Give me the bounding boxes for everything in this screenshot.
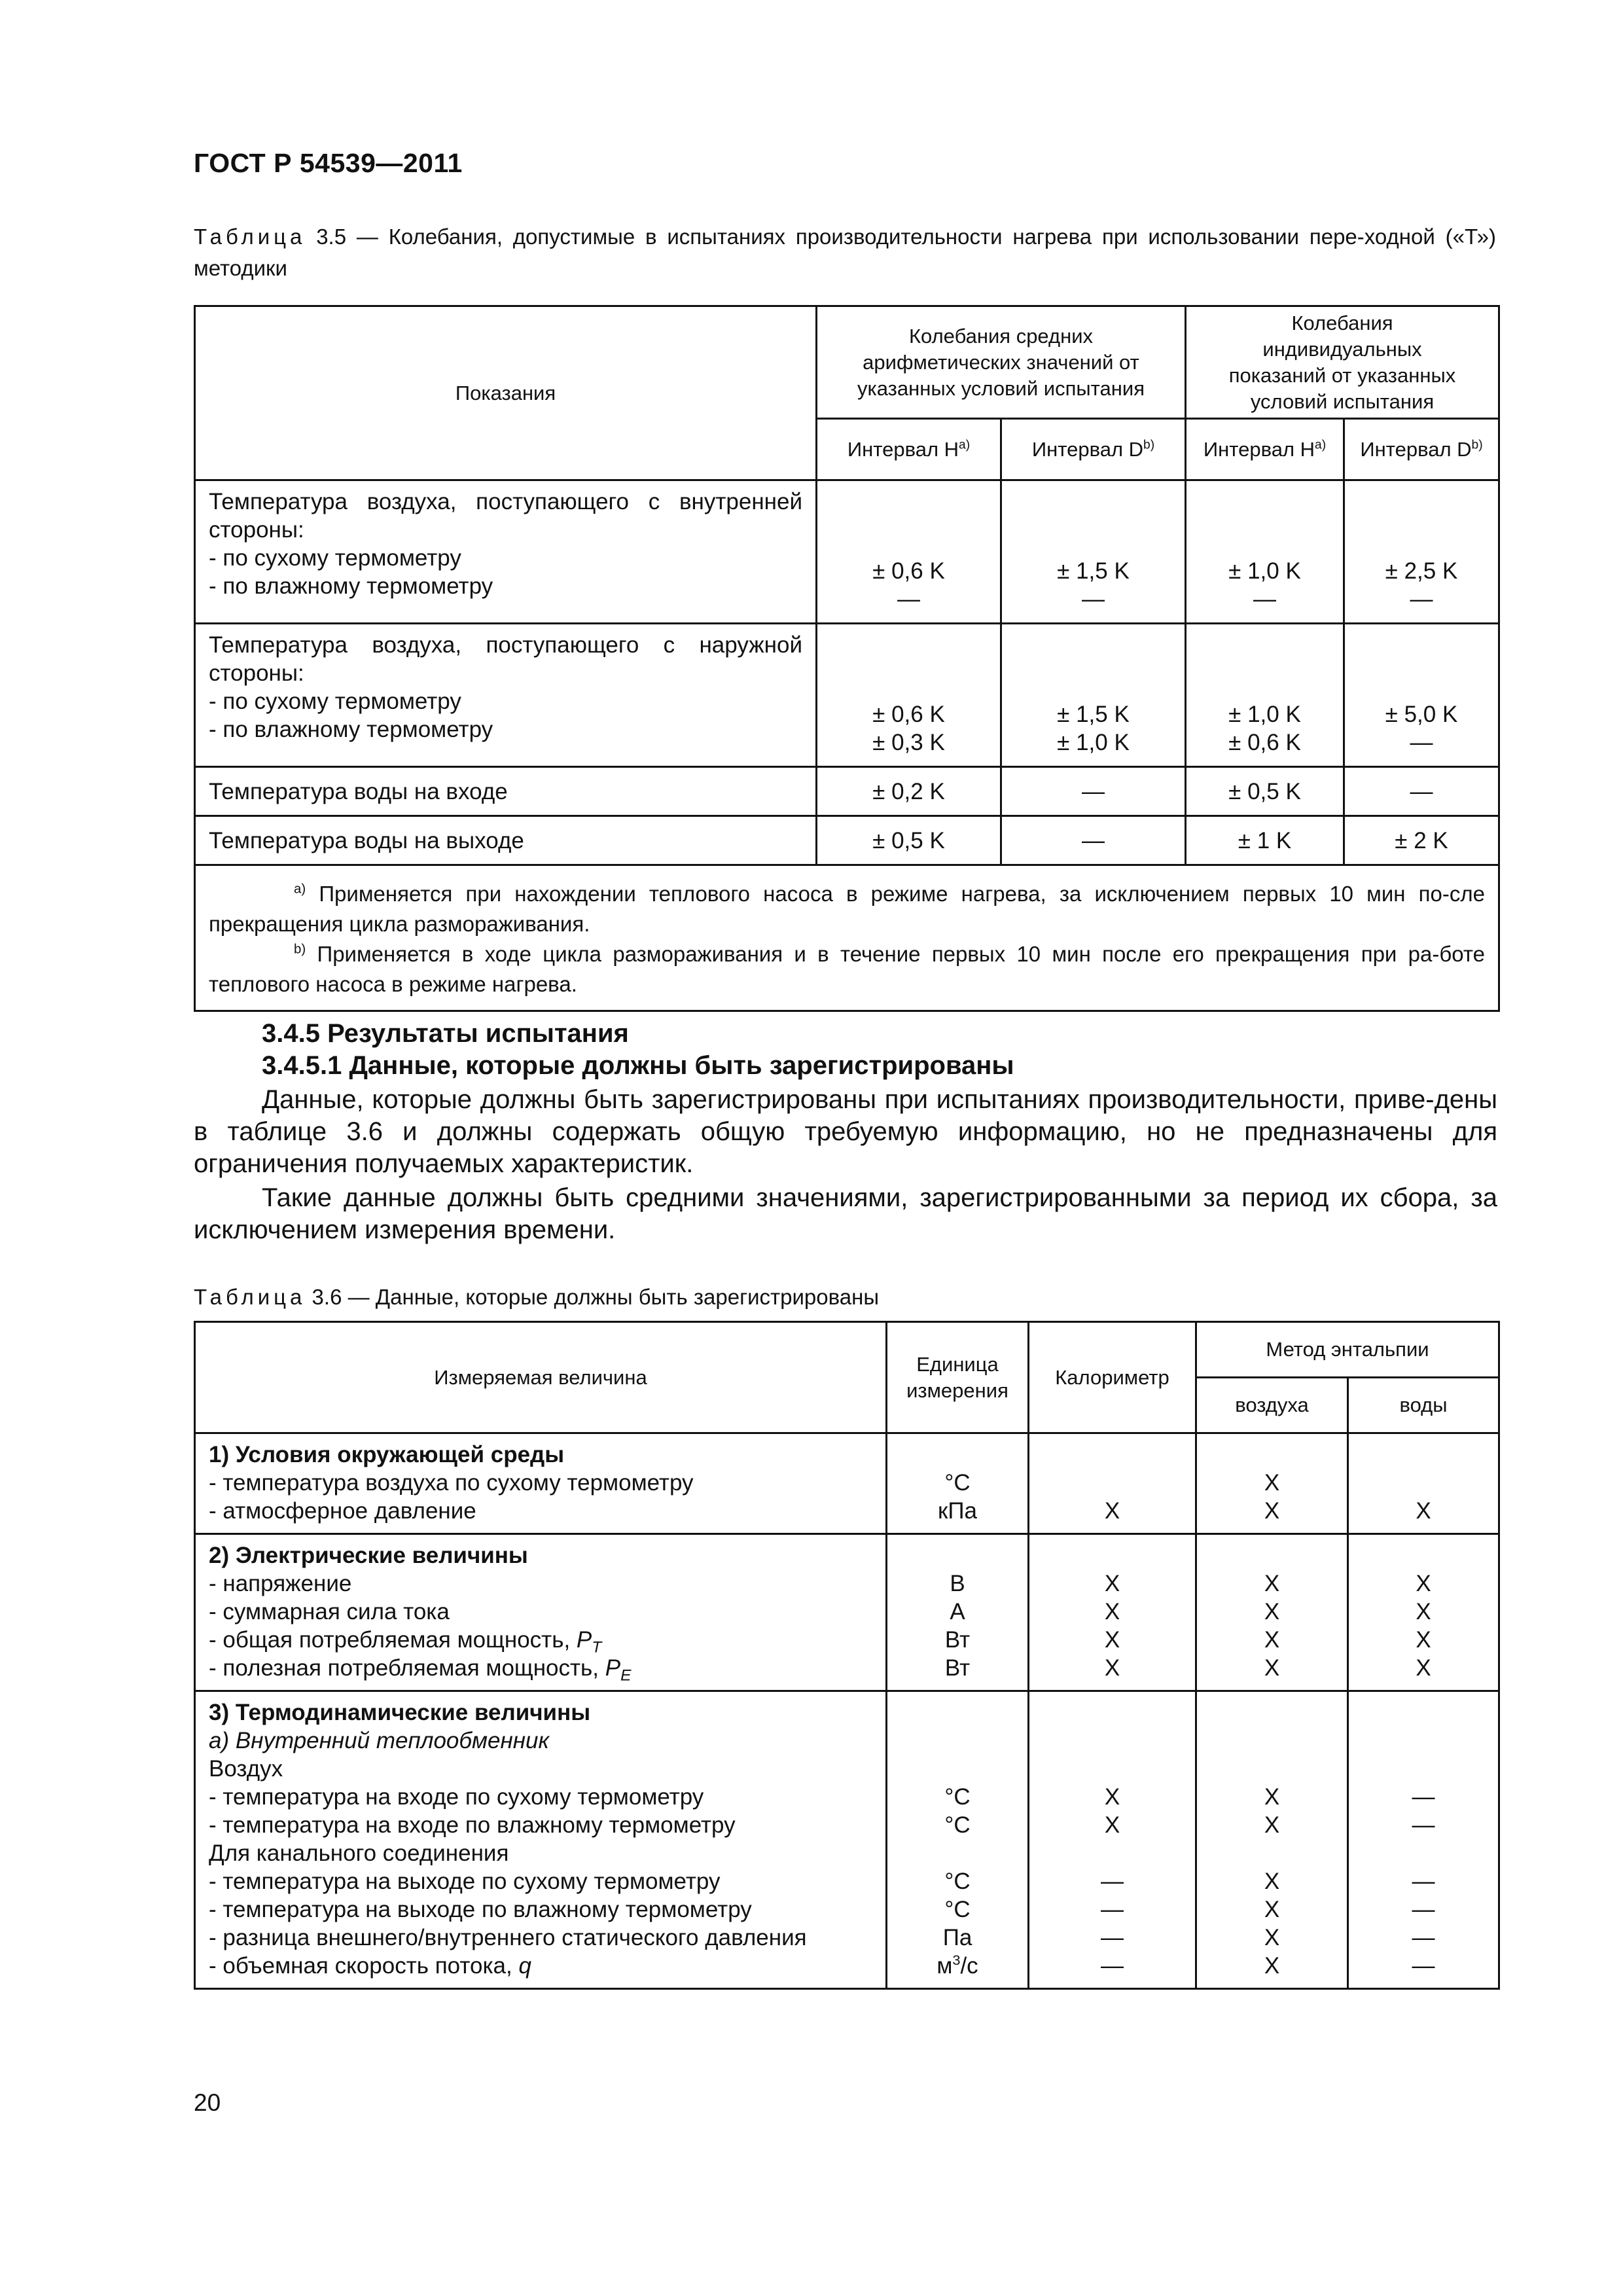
- cell-avg-h: ± 0,6 K ± 0,3 K: [817, 624, 1001, 767]
- group-2-units: В А Вт Вт: [887, 1534, 1029, 1691]
- cell-ind-d: —: [1344, 767, 1499, 816]
- cell-avg-d: ± 1,5 K ± 1,0 K: [1001, 624, 1186, 767]
- caption-text: 3.6 — Данные, которые должны быть зарегистрированы: [306, 1285, 880, 1309]
- header-average-deviation: Колебания средних арифметических значений от указанных условий испытания: [817, 306, 1186, 419]
- header-interval-d: Интервал $D^{b)}$: [1001, 419, 1186, 480]
- group-2-air: X X X X: [1196, 1534, 1348, 1691]
- table-row: [195, 1691, 1499, 1989]
- cell-ind-d: ± 2,5 K —: [1344, 480, 1499, 624]
- group-3-units: °C °C °C °C Па $м^3/с$: [887, 1691, 1029, 1989]
- header-enthalpy-method: Метод энтальпии: [1196, 1322, 1499, 1378]
- cell-ind-h: ± 1,0 K —: [1186, 480, 1344, 624]
- group-1-calorimeter: X: [1029, 1433, 1196, 1534]
- table-3-5-caption: [194, 221, 1496, 284]
- group-2-water: X X X X: [1348, 1534, 1499, 1691]
- table-row: [195, 1433, 1499, 1534]
- footnote-b: $^{b)}$ Применяется в ходе цикла размораживания и в течение первых 10 мин после его прекращения при ра-боте теплового насоса в режиме нагрева.: [209, 941, 1485, 996]
- page-number: 20: [194, 2089, 221, 2116]
- section-heading-3-4-5-1: 3.4.5.1 Данные, которые должны быть зарегистрированы: [262, 1051, 1014, 1080]
- cell-ind-d: ± 5,0 K —: [1344, 624, 1499, 767]
- header-interval-d-ind: Интервал $D^{b)}$: [1344, 419, 1499, 480]
- group-1-units: °C кПа: [887, 1433, 1029, 1534]
- cell-avg-h: ± 0,5 K: [817, 816, 1001, 865]
- cell-avg-d: —: [1001, 816, 1186, 865]
- header-indications: Показания: [195, 306, 817, 480]
- table-footnotes: [195, 865, 1499, 1011]
- table-row: [195, 767, 1499, 816]
- table-3-5: [194, 305, 1500, 1012]
- cell-avg-h: ± 0,6 K —: [817, 480, 1001, 624]
- table-row: [195, 816, 1499, 865]
- cell-ind-h: ± 1,0 K ± 0,6 K: [1186, 624, 1344, 767]
- paragraph-1: Данные, которые должны быть зарегистрированы при испытаниях производительности, приве-дены в таблице 3.6 и должны содержать общую требуемую информацию, но не предназначены для ограничения получаемых характеристик.: [194, 1085, 1497, 1178]
- header-individual-deviation: Колебания индивидуальных показаний от указанных условий испытания: [1186, 306, 1499, 419]
- group-3-labels: 3) Термодинамические величины а) Внутренний теплообменник Воздух - температура на входе по сухому термометру - температура на входе по влажному термометру Для канального соединения - температура на выходе по сухому термометру - температура на выходе по влажному термометру - разница внешнего/внутреннего статического давления - объемная скорость потока, q: [195, 1691, 887, 1989]
- header-air: воздуха: [1196, 1378, 1348, 1433]
- cell-ind-h: ± 0,5 K: [1186, 767, 1344, 816]
- group-2-calorimeter: X X X X: [1029, 1534, 1196, 1691]
- caption-label: Таблица: [194, 224, 306, 249]
- group-3-water: — — — — — —: [1348, 1691, 1499, 1989]
- header-calorimeter: Калориметр: [1029, 1322, 1196, 1433]
- group-1-air: X X: [1196, 1433, 1348, 1534]
- group-1-water: X: [1348, 1433, 1499, 1534]
- row-label: Температура воздуха, поступающего с наружной стороны: - по сухому термометру - по влажному термометру: [195, 624, 817, 767]
- group-1-labels: 1) Условия окружающей среды - температура воздуха по сухому термометру - атмосферное давление: [195, 1433, 887, 1534]
- header-water: воды: [1348, 1378, 1499, 1433]
- paragraph-2: Такие данные должны быть средними значениями, зарегистрированными за период их сбора, за исключением измерения времени.: [194, 1183, 1497, 1244]
- cell-avg-h: ± 0,2 K: [817, 767, 1001, 816]
- cell-ind-d: ± 2 K: [1344, 816, 1499, 865]
- caption-label: Таблица: [194, 1285, 306, 1309]
- table-row: [195, 480, 1499, 624]
- table-row: [195, 624, 1499, 767]
- cell-avg-d: ± 1,5 K —: [1001, 480, 1186, 624]
- group-2-labels: 2) Электрические величины - напряжение - суммарная сила тока - общая потребляемая мощность, $P_T$ - полезная потребляемая мощность, $P_E$: [195, 1534, 887, 1691]
- table-row: [195, 1534, 1499, 1691]
- cell-avg-d: —: [1001, 767, 1186, 816]
- group-3-air: X X X X X X: [1196, 1691, 1348, 1989]
- table-3-6-caption: [194, 1282, 1496, 1313]
- row-label: Температура воды на входе: [195, 767, 817, 816]
- cell-ind-h: ± 1 K: [1186, 816, 1344, 865]
- group-3-calorimeter: X X — — — —: [1029, 1691, 1196, 1989]
- section-heading-3-4-5: 3.4.5 Результаты испытания: [262, 1019, 629, 1048]
- table-3-6: [194, 1321, 1500, 1990]
- caption-text: 3.5 — Колебания, допустимые в испытаниях производительности нагрева при использовании пере-ходной («Т») методики: [194, 224, 1496, 280]
- header-quantity: Измеряемая величина: [195, 1322, 887, 1433]
- header-interval-h-ind: Интервал $H^{a)}$: [1186, 419, 1344, 480]
- header-unit: Единица измерения: [887, 1322, 1029, 1433]
- footnote-a: $^{a)}$ Применяется при нахождении теплового насоса в режиме нагрева, за исключением первых 10 мин по-сле прекращения цикла размораживания.: [209, 881, 1485, 936]
- header-interval-h: Интервал $H^{a)}$: [817, 419, 1001, 480]
- row-label: Температура воздуха, поступающего с внутренней стороны: - по сухому термометру - по влажному термометру: [195, 480, 817, 624]
- row-label: Температура воды на выходе: [195, 816, 817, 865]
- document-header: ГОСТ Р 54539—2011: [194, 148, 463, 178]
